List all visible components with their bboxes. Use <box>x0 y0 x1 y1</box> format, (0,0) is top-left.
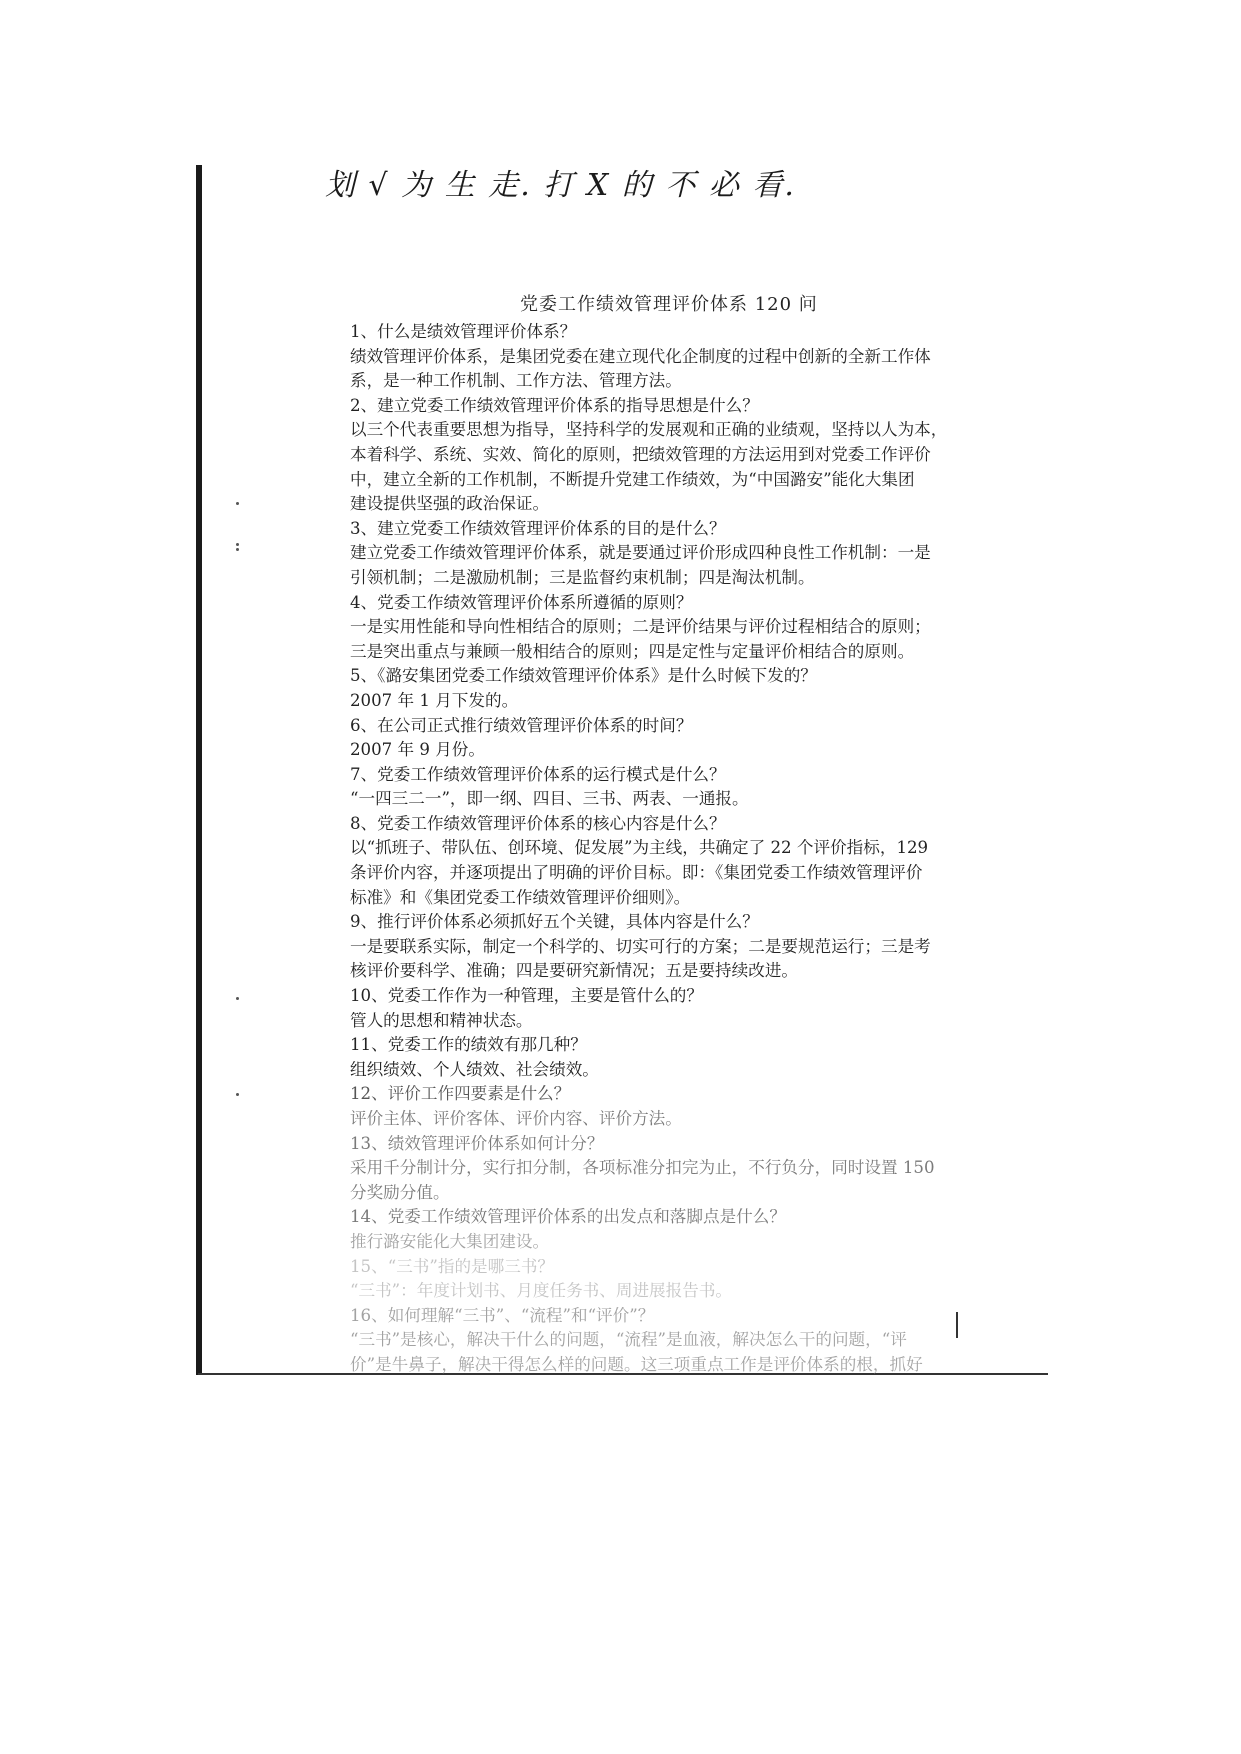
question-line: 9、推行评价体系必须抓好五个关键，具体内容是什么？ <box>350 912 759 932</box>
question-line: 14、党委工作绩效管理评价体系的出发点和落脚点是什么？ <box>350 1207 786 1227</box>
answer-line: 标准》和《集团党委工作绩效管理评价细则》。 <box>350 887 691 907</box>
answer-line: 推行潞安能化大集团建设。 <box>350 1231 550 1251</box>
answer-line: 以三个代表重要思想为指导，坚持科学的发展观和正确的业绩观，坚持以人为本， <box>350 420 948 440</box>
answer-line: 系，是一种工作机制、工作方法、管理方法。 <box>350 371 682 391</box>
margin-mark <box>236 502 239 505</box>
question-line: 13、绩效管理评价体系如何计分？ <box>350 1133 604 1153</box>
question-line: 8、党委工作绩效管理评价体系的核心内容是什么？ <box>350 813 726 833</box>
answer-line: 组织绩效、个人绩效、社会绩效。 <box>350 1059 599 1079</box>
margin-mark <box>236 997 239 1000</box>
handwritten-note: 划 √ 为 生 走. 打 X 的 不 必 看. <box>325 168 796 203</box>
answer-line: 管人的思想和精神状态。 <box>350 1010 533 1030</box>
answer-line: 本着科学、系统、实效、简化的原则，把绩效管理的方法运用到对党委工作评价 <box>350 444 931 464</box>
answer-line: 引领机制；二是激励机制；三是监督约束机制；四是淘汰机制。 <box>350 567 815 587</box>
answer-line: “一四三二一”，即一纲、四目、三书、两表、一通报。 <box>350 789 749 809</box>
answer-line: 一是实用性能和导向性相结合的原则；二是评价结果与评价过程相结合的原则； <box>350 617 931 637</box>
question-line: 3、建立党委工作绩效管理评价体系的目的是什么？ <box>350 518 726 538</box>
answer-line: 2007 年 1 月下发的。 <box>350 690 519 710</box>
answer-line: 核评价要科学、准确；四是要研究新情况；五是要持续改进。 <box>350 961 799 981</box>
document-title: 党委工作绩效管理评价体系 120 问 <box>520 294 818 315</box>
question-line: 6、在公司正式推行绩效管理评价体系的时间？ <box>350 715 693 735</box>
question-line: 12、评价工作四要素是什么？ <box>350 1084 571 1104</box>
answer-line: 2007 年 9 月份。 <box>350 740 485 760</box>
question-line: 16、如何理解“三书”、“流程”和“评价”？ <box>350 1305 655 1325</box>
question-line: 2、建立党委工作绩效管理评价体系的指导思想是什么？ <box>350 395 759 415</box>
answer-line: 三是突出重点与兼顾一般相结合的原则；四是定性与定量评价相结合的原则。 <box>350 641 915 661</box>
answer-line: 中，建立全新的工作机制，不断提升党建工作绩效，为“中国潞安”能化大集团 <box>350 469 915 489</box>
question-line: 4、党委工作绩效管理评价体系所遵循的原则？ <box>350 592 693 612</box>
answer-line: 建设提供坚强的政治保证。 <box>350 494 550 514</box>
answer-line: 评价主体、评价客体、评价内容、评价方法。 <box>350 1109 682 1128</box>
answer-line: 价”是牛鼻子，解决干得怎么样的问题。这三项重点工作是评价体系的根，抓好 <box>350 1354 923 1374</box>
question-line: 5、《潞安集团党委工作绩效管理评价体系》是什么时候下发的？ <box>350 666 817 686</box>
margin-mark <box>236 543 239 546</box>
answer-line: 条评价内容，并逐项提出了明确的评价目标。即：《集团党委工作绩效管理评价 <box>350 863 923 883</box>
margin-mark <box>236 1093 239 1096</box>
answer-line: “三书”是核心，解决干什么的问题，“流程”是血液，解决怎么干的问题，“评 <box>350 1330 907 1350</box>
answer-line: 一是要联系实际，制定一个科学的、切实可行的方案；二是要规范运行；三是考 <box>350 936 931 956</box>
left-border-line <box>196 165 202 1375</box>
answer-line: 以“抓班子、带队伍、创环境、促发展”为主线，共确定了 22 个评价指标，129 <box>350 838 929 858</box>
question-line: 1、什么是绩效管理评价体系？ <box>350 322 577 341</box>
margin-mark <box>236 548 239 551</box>
answer-line: 建立党委工作绩效管理评价体系，就是要通过评价形成四种良性工作机制：一是 <box>350 543 931 563</box>
answer-line: 绩效管理评价体系，是集团党委在建立现代化企制度的过程中创新的全新工作体 <box>350 346 931 366</box>
question-line: 7、党委工作绩效管理评价体系的运行模式是什么？ <box>350 764 726 784</box>
answer-line: 分奖励分值。 <box>350 1182 450 1202</box>
question-line: 10、党委工作作为一种管理，主要是管什么的？ <box>350 986 703 1006</box>
answer-line: “三书”：年度计划书、月度任务书、周进展报告书。 <box>350 1281 733 1301</box>
answer-line: 采用千分制计分，实行扣分制，各项标准分扣完为止，不行负分，同时设置 150 <box>350 1158 935 1178</box>
question-line: 15、“三书”指的是哪三书？ <box>350 1256 555 1276</box>
qa-body <box>350 320 965 1378</box>
question-line: 11、党委工作的绩效有那几种？ <box>350 1035 587 1055</box>
